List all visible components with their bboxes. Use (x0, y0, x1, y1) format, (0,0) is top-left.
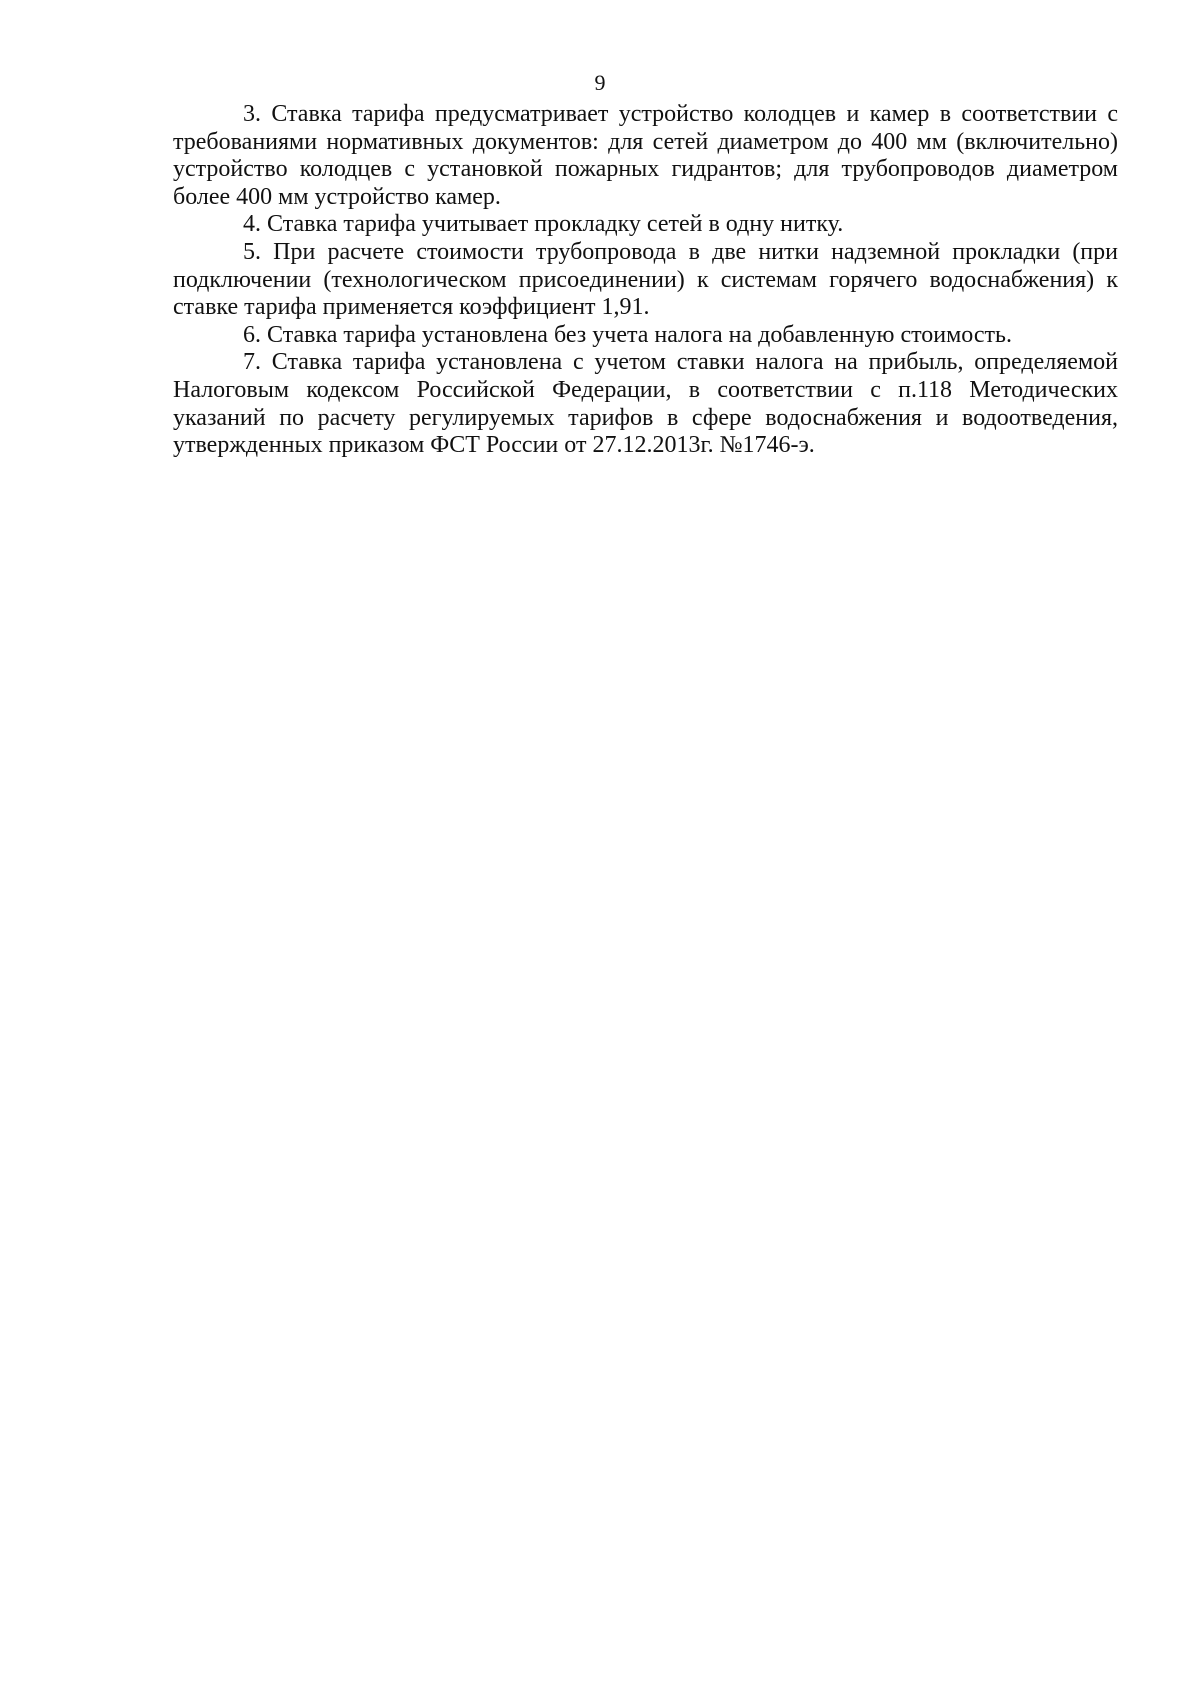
paragraph-6: 6. Ставка тарифа установлена без учета налога на добавленную стоимость. (243, 321, 1012, 348)
document-body (173, 101, 1118, 460)
paragraph-4: 4. Ставка тарифа учитывает прокладку сетей в одну нитку. (243, 211, 844, 238)
paragraph-3: 3. Ставка тарифа предусматривает устройство колодцев и камер в соответствии с требованиями нормативных документов: для сетей диаметром до 400 мм (включительно) устройство колодцев с установкой пожарных гидрантов; для трубопроводов диаметром более 400 мм устройство камер. (173, 101, 1118, 210)
paragraph-7: 7. Ставка тарифа установлена с учетом ставки налога на прибыль, определяемой Налоговым кодексом Российской Федерации, в соответствии с п.118 Методических указаний по расчету регулируемых тарифов в сфере водоснабжения и водоотведения, утвержденных приказом ФСТ России от 27.12.2013г. №1746-э. (173, 349, 1118, 459)
paragraph-5: 5. При расчете стоимости трубопровода в две нитки надземной прокладки (при подключении (технологическом присоединении) к системам горячего водоснабжения) к ставке тарифа применяется коэффициент 1,91. (173, 238, 1118, 321)
page-number: 9 (594, 70, 606, 95)
